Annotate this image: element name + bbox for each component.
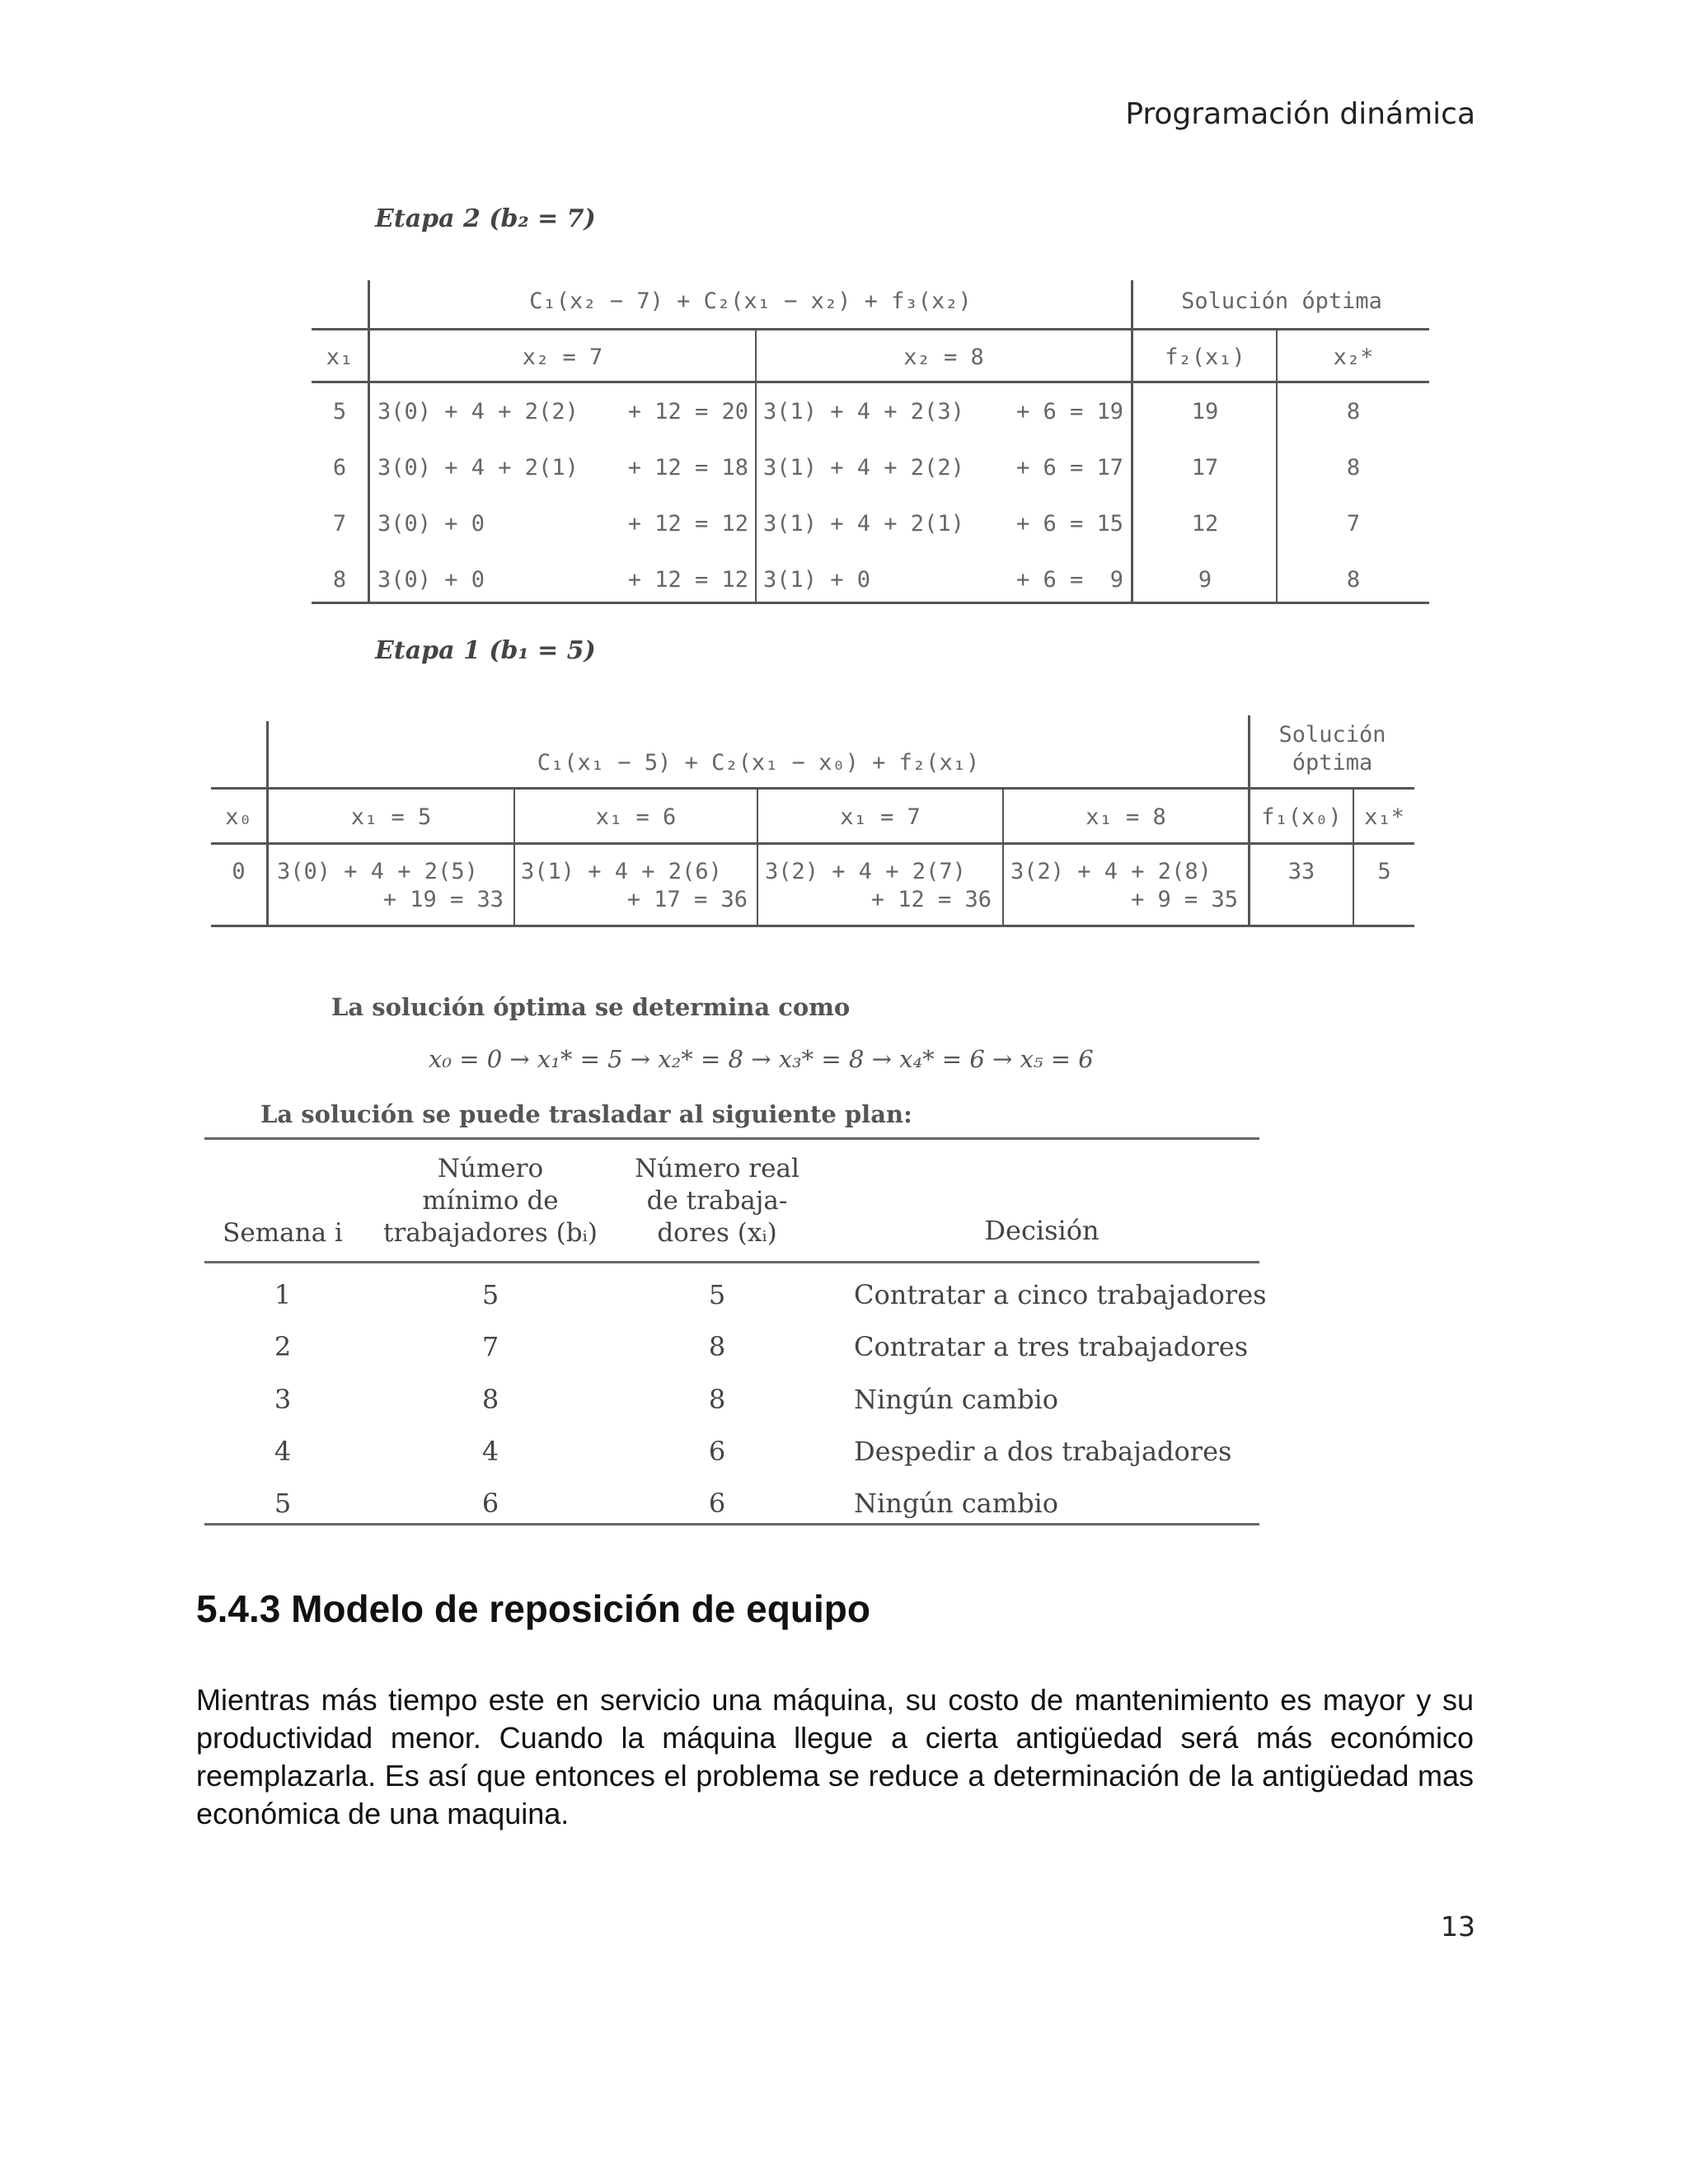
stage2-x: 7 (332, 511, 347, 537)
stage2-b-left: 3(1) + 4 + 2(1) (763, 511, 964, 537)
running-head: Programación dinámica (1125, 97, 1475, 131)
stage2-b-right: + 6 = 17 (1015, 455, 1123, 480)
plan-week: 5 (274, 1488, 292, 1519)
stage1-col-3: x₁ = 7 (840, 804, 921, 830)
stage2-b-right: + 6 = 9 (1015, 567, 1123, 593)
stage2-optimal-header: Solución óptima (1181, 288, 1382, 314)
stage2-a-left: 3(0) + 0 (377, 511, 485, 537)
plan-intro: La solución se puede trasladar al siguiente plan: (260, 1100, 912, 1128)
plan-header-min-3: trabajadores (bᵢ) (383, 1218, 598, 1248)
stage1-cell-1-line1: 3(0) + 4 + 2(5) (277, 859, 478, 884)
stage1-cell-2-line1: 3(1) + 4 + 2(6) (521, 859, 722, 884)
plan-header-min-1: Número (437, 1154, 544, 1183)
stage2-b-right: + 6 = 15 (1015, 511, 1123, 537)
plan-real: 8 (708, 1331, 726, 1362)
stage2-a-right: + 12 = 12 (627, 567, 748, 593)
stage1-col-x0: x₀ (225, 804, 252, 830)
plan-decision: Despedir a dos trabajadores (854, 1436, 1232, 1467)
stage2-col-x1: x₁ (326, 344, 354, 370)
stage1-title: Etapa 1 (b₁ = 5) (375, 636, 596, 665)
solution-intro: La solución óptima se determina como (331, 993, 851, 1021)
solution-path: x₀ = 0 → x₁* = 5 → x₂* = 8 → x₃* = 8 → x₄* = 6 → x₅ = 6 (429, 1045, 1094, 1073)
stage1-cell-3-line2: + 12 = 36 (870, 887, 992, 912)
plan-min: 6 (481, 1488, 499, 1519)
plan-week: 4 (274, 1436, 292, 1467)
stage1-cell-1-line2: + 19 = 33 (382, 887, 504, 912)
stage1-cell-4-line1: 3(2) + 4 + 2(8) (1010, 859, 1212, 884)
plan-week: 1 (274, 1279, 292, 1310)
plan-decision: Contratar a cinco trabajadores (854, 1279, 1267, 1310)
stage2-x: 8 (332, 567, 347, 593)
stage2-star: 8 (1346, 455, 1361, 480)
stage1-optimal-header-2: óptima (1292, 750, 1373, 776)
plan-min: 8 (481, 1384, 499, 1415)
stage2-b-left: 3(1) + 4 + 2(3) (763, 399, 964, 424)
stage2-col-a: x₂ = 7 (522, 344, 603, 370)
plan-real: 6 (708, 1488, 726, 1519)
section-title: 5.4.3 Modelo de reposición de equipo (196, 1587, 870, 1630)
stage2-star: 8 (1346, 399, 1361, 424)
stage2-a-right: + 12 = 12 (627, 511, 748, 537)
stage2-f: 17 (1191, 455, 1219, 480)
plan-header-real-3: dores (xᵢ) (657, 1218, 777, 1248)
stage2-a-right: + 12 = 20 (627, 399, 748, 424)
plan-real: 8 (708, 1384, 726, 1415)
stage1-x: 0 (232, 859, 246, 884)
stage1-col-1: x₁ = 5 (350, 804, 432, 830)
stage2-col-b: x₂ = 8 (903, 344, 984, 370)
plan-decision: Ningún cambio (854, 1384, 1059, 1415)
stage1-formula: C₁(x₁ − 5) + C₂(x₁ − x₀) + f₂(x₁) (537, 750, 980, 776)
stage2-f: 19 (1191, 399, 1219, 424)
plan-decision: Ningún cambio (854, 1488, 1059, 1519)
stage2-a-right: + 12 = 18 (627, 455, 748, 480)
plan-decision: Contratar a tres trabajadores (854, 1331, 1249, 1362)
stage1-optimal-header-1: Solución (1278, 722, 1386, 748)
stage1-col-f: f₁(x₀) (1261, 804, 1342, 830)
stage2-a-left: 3(0) + 0 (377, 567, 485, 593)
stage2-col-f: f₂(x₁) (1165, 344, 1245, 370)
stage2-star: 8 (1346, 567, 1361, 593)
plan-header-week: Semana i (223, 1218, 343, 1248)
stage2-b-left: 3(1) + 4 + 2(2) (763, 455, 964, 480)
stage2-formula: C₁(x₂ − 7) + C₂(x₁ − x₂) + f₃(x₂) (529, 288, 972, 314)
stage2-x: 5 (332, 399, 347, 424)
plan-header-real-2: de trabaja- (646, 1186, 788, 1216)
stage2-f: 9 (1198, 567, 1212, 593)
stage1-col-star: x₁* (1364, 804, 1404, 830)
plan-header-min-2: mínimo de (422, 1186, 559, 1216)
stage2-f: 12 (1191, 511, 1219, 537)
stage1-col-2: x₁ = 6 (595, 804, 677, 830)
stage2-star: 7 (1346, 511, 1361, 537)
stage2-col-star: x₂* (1333, 344, 1374, 370)
plan-min: 4 (481, 1436, 499, 1467)
stage1-col-4: x₁ = 8 (1085, 804, 1166, 830)
stage2-a-left: 3(0) + 4 + 2(2) (377, 399, 579, 424)
plan-week: 3 (274, 1384, 292, 1415)
stage2-b-left: 3(1) + 0 (763, 567, 871, 593)
plan-real: 5 (708, 1279, 726, 1310)
page-number: 13 (1441, 1910, 1475, 1943)
plan-min: 5 (481, 1279, 499, 1310)
stage1-cell-2-line2: + 17 = 36 (626, 887, 748, 912)
stage1-star: 5 (1377, 859, 1391, 884)
plan-header-decision: Decisión (984, 1215, 1100, 1246)
stage2-b-right: + 6 = 19 (1015, 399, 1123, 424)
plan-min: 7 (481, 1331, 499, 1362)
stage2-title: Etapa 2 (b₂ = 7) (375, 204, 596, 233)
plan-week: 2 (274, 1331, 292, 1362)
stage2-x: 6 (332, 455, 347, 480)
stage1-cell-3-line1: 3(2) + 4 + 2(7) (765, 859, 966, 884)
stage2-a-left: 3(0) + 4 + 2(1) (377, 455, 579, 480)
stage1-cell-4-line2: + 9 = 35 (1130, 887, 1238, 912)
section-paragraph: Mientras más tiempo este en servicio una máquina, su costo de mantenimiento es mayor y su productividad menor. Cuando la máquina llegue a cierta antigüedad será más económico reemplazarla. Es así que entonces el problema se reduce a determinación de la antigüedad mas económica de una maquina. (196, 1683, 1474, 1830)
plan-real: 6 (708, 1436, 726, 1467)
stage1-f: 33 (1287, 859, 1315, 884)
plan-header-real-1: Número real (635, 1154, 799, 1183)
